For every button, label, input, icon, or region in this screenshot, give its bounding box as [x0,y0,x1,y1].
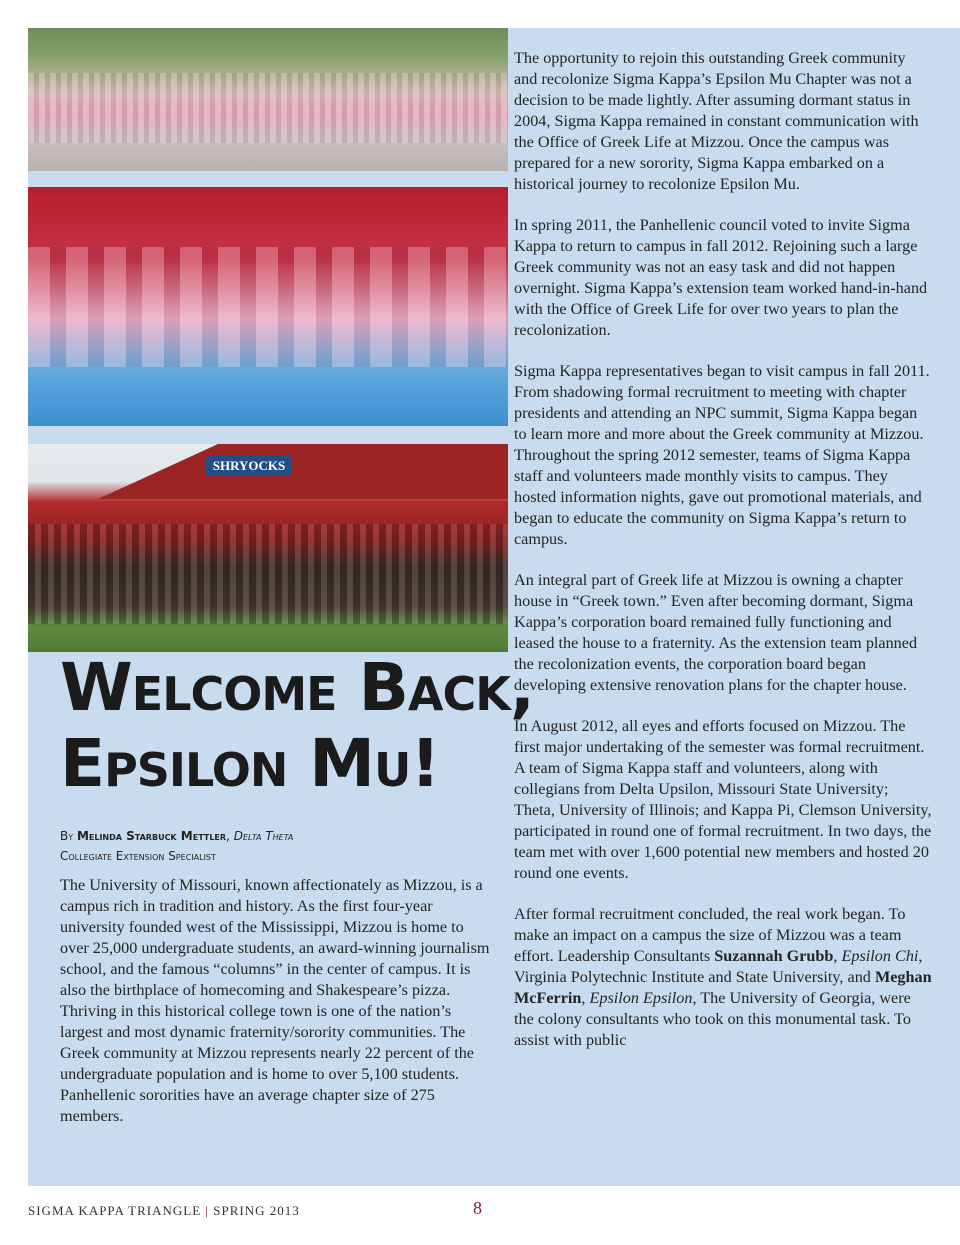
paragraph: The opportunity to rejoin this outstanding Greek community and recolonize Sigma Kappa’s Epsilon Mu Chapter was not a decision to be made lightly. After assuming dormant status in 2004, Sigma Kappa remained in constant communication with the Office of Greek Life at Mizzou. Once the campus was prepared for a new sorority, Sigma Kappa embarked on a historical journey to recolonize Epsilon Mu. [514,49,919,193]
text-run: , [833,947,842,965]
barn-photo [28,444,508,652]
paragraph: An integral part of Greek life at Mizzou is owning a chapter house in “Greek town.” Even after becoming dormant, Sigma Kappa’s corporation board remained fully functioning and leased the house to a fraternity. As the extension team planned the recolonization events, the corporation board began developing extensive renovation plans for the chapter house. [514,571,918,694]
article-title [60,650,534,802]
paragraph: In August 2012, all eyes and efforts focused on Mizzou. The first major undertaking of the semester was formal recruitment. A team of Sigma Kappa staff and volunteers, along with collegians from Delta Upsilon, Missouri State University; Theta, University of Illinois; and Kappa Pi, Clemson University, participated in round one of formal recruitment. In two days, the team met with over 1,600 potential new members and hosted 20 round one events. [514,717,932,882]
footer-separator: | [205,1203,210,1218]
byline-author-line: By Melinda Starbuck Mettler, Delta Theta [60,829,294,843]
byline-chapter: Delta Theta [233,829,294,843]
text-run: After formal recruitment concluded, the real work began. To make an impact on a campus the size of Mizzou was a team effort. Leadership Consultants [514,905,906,965]
paragraph: In spring 2011, the Panhellenic council voted to invite Sigma Kappa to return to campus in fall 2012. Rejoining such a large Greek community was not an easy task and did not happen overnight. Sigma Kappa’s extension team worked hand-in-hand with the Office of Greek Life for over two years to plan the recolonization. [514,216,928,339]
paragraph: Sigma Kappa representatives began to visit campus in fall 2011. From shadowing formal recruitment to meeting with chapter presidents and attending an NPC summit, Sigma Kappa began to learn more and more about the Greek community at Mizzou. Throughout the spring 2012 semester, teams of Sigma Kappa staff and volunteers made monthly visits to campus. They hosted information nights, gave out promotional materials, and began to educate the community on Sigma Kappa’s return to campus. [514,362,930,548]
barn-roof [98,444,508,499]
consultant-name: Suzannah Grubb [714,947,834,965]
chapter-name: Epsilon Epsilon [589,989,693,1007]
crowd-texture [28,524,508,624]
text-run: , Virginia Polytechnic Institute and State University, and [514,947,923,986]
chapter-name: Epsilon Chi [841,947,919,965]
byline [60,826,293,866]
left-column [60,875,490,1147]
crowd-texture [28,247,508,367]
last-paragraph [514,904,932,1051]
group-photo-pink [28,28,508,171]
title-line-1: Welcome Back, [60,649,534,726]
byline-by: By [60,829,74,843]
text-run: , The University of Georgia, were the colony consultants who took on this monumental task. To assist with public [514,989,911,1049]
barn-sign: SHRYOCKS [206,456,292,476]
crowd-texture [28,73,508,143]
byline-role: Collegiate Extension Specialist [60,849,216,863]
consultant-name: Meghan McFerrin [514,968,932,1007]
issue-date: SPRING 2013 [213,1203,300,1218]
page-number: 8 [473,1198,482,1218]
text-run: , [581,989,590,1007]
party-photo [28,187,508,426]
byline-author: Melinda Starbuck Mettler [76,829,227,843]
footer [28,1203,300,1219]
right-column [514,48,932,1071]
title-line-2: Epsilon Mu! [60,725,440,802]
publication-name: SIGMA KAPPA TRIANGLE [28,1203,202,1218]
intro-paragraph: The University of Missouri, known affectionately as Mizzou, is a campus rich in tradition and history. As the first four-year university founded west of the Mississippi, Mizzou is home to over 25,000 undergraduate students, an award-winning journalism school, and the famous “columns” in the center of campus. It is also the birthplace of homecoming and Shakespeare’s pizza. Thriving in this historical college town is one of the nation’s largest and most dynamic fraternity/sorority communities. The Greek community at Mizzou represents nearly 22 percent of the undergraduate population and is home to over 5,100 students. Panhellenic sororities have an average chapter size of 275 members. [60,876,490,1125]
